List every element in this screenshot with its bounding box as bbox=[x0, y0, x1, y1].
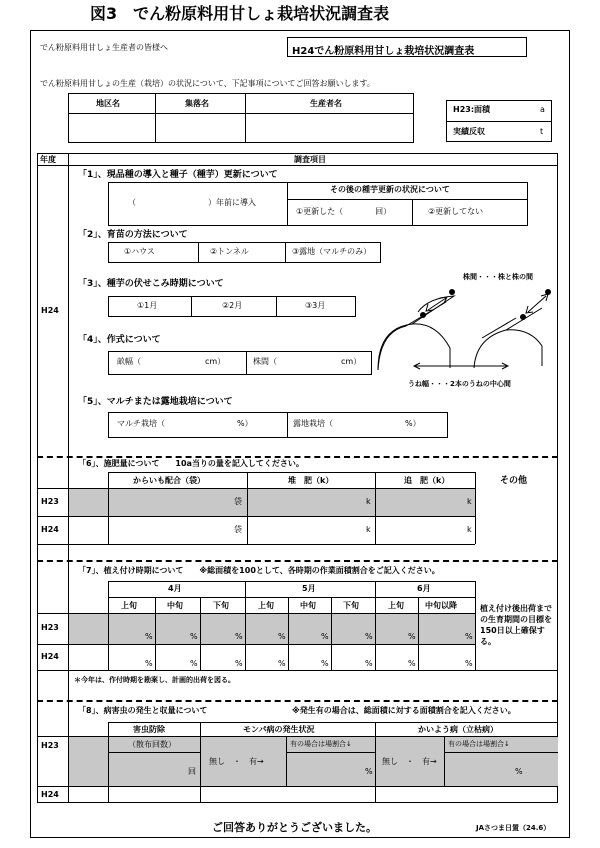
q6-h23-unit-bag: 袋 bbox=[234, 497, 242, 506]
q7-period: 上旬 bbox=[388, 601, 404, 610]
q4-ridge-width[interactable]: 畝幅（ cm） bbox=[117, 357, 226, 366]
area-unit: a bbox=[540, 105, 545, 114]
q3-opt-jan[interactable]: ①1月 bbox=[137, 301, 158, 310]
q8-col-kaiyou: かいよう病（立枯病） bbox=[418, 725, 498, 734]
salutation: でん粉原料用甘しょ生産者の皆様へ bbox=[40, 43, 168, 52]
q7-h23-label: H23 bbox=[41, 623, 59, 632]
q5-open-field[interactable]: 露地栽培（ %） bbox=[293, 419, 421, 428]
q7-h23-pct: % bbox=[145, 632, 153, 641]
q8-times-unit: 回 bbox=[188, 767, 196, 776]
q7-month-jun: 6月 bbox=[417, 584, 431, 593]
q6-h24-unit-compost: k bbox=[366, 525, 371, 534]
page-title: 図3 でん粉原料用甘しょ栽培状況調査表 bbox=[90, 4, 390, 23]
q7-h24-pct: % bbox=[321, 659, 329, 668]
q7-h24-pct: % bbox=[190, 659, 198, 668]
q8-kaiyou-pct: % bbox=[515, 767, 523, 776]
q5-label: 「5」、マルチまたは露地栽培について bbox=[78, 397, 233, 407]
q7-period: 下旬 bbox=[343, 601, 359, 610]
q4-plant-spacing[interactable]: 株間（ cm） bbox=[253, 357, 362, 366]
items-header: 調査項目 bbox=[294, 155, 326, 164]
q1-years-ago: （ ）年前に導入 bbox=[128, 198, 256, 207]
q7-period: 中旬 bbox=[167, 601, 183, 610]
q8-kaiyou-ratio: 有の場合は場割合↓ bbox=[448, 740, 510, 748]
q6-h24-label: H24 bbox=[41, 525, 59, 534]
q7-h23-pct: % bbox=[190, 632, 198, 641]
q5-mulch[interactable]: マルチ栽培（ %） bbox=[117, 419, 253, 428]
q1-label: 「1」、現品種の導入と種子（種芋）更新について bbox=[78, 170, 278, 180]
q7-h24-pct: % bbox=[365, 659, 373, 668]
year-header: 年度 bbox=[40, 155, 56, 164]
separator bbox=[37, 456, 558, 458]
q7-period: 中旬 bbox=[300, 601, 316, 610]
q2-opt-tunnel[interactable]: ②トンネル bbox=[210, 247, 249, 256]
q7-h24-pct: % bbox=[465, 659, 473, 668]
yield-unit: t bbox=[540, 127, 544, 136]
q6-h24-unit-bag: 袋 bbox=[234, 525, 242, 534]
q8-col-pest: 害虫防除 bbox=[133, 725, 165, 734]
q6-h23-unit-compost: k bbox=[366, 497, 371, 506]
q7-h23-pct: % bbox=[465, 632, 473, 641]
q6-col-mix: からいも配合（袋） bbox=[133, 476, 205, 485]
q4-label: 「4」、作式について bbox=[78, 335, 161, 345]
footer-org: JAさつま日置（24.6） bbox=[476, 824, 551, 832]
q6-h24-topdress-field[interactable] bbox=[376, 517, 475, 544]
q3-opt-mar[interactable]: ③3月 bbox=[305, 301, 326, 310]
separator bbox=[37, 560, 558, 562]
q7-h24-pct: % bbox=[408, 659, 416, 668]
q8-kaiyou-choice[interactable]: 無し ・ 有→ bbox=[382, 757, 437, 766]
q1-renew-head: その後の種芋更新の状況について bbox=[330, 185, 450, 194]
producer-label: 生産者名 bbox=[310, 99, 342, 108]
q7-h23-pct: % bbox=[235, 632, 243, 641]
q8-spray-count: （散布回数） bbox=[128, 740, 176, 749]
q6-h24-unit-topdress: k bbox=[467, 525, 472, 534]
q8-label: 「8」、病害虫の発生と収量について bbox=[78, 706, 208, 715]
q7-period: 上旬 bbox=[258, 601, 274, 610]
q8-h24-label: H24 bbox=[41, 790, 59, 799]
q8-note: ※発生有の場合は、総面積に対する面積割合を記入ください。 bbox=[292, 706, 516, 715]
q7-period: 上旬 bbox=[121, 601, 137, 610]
q8-monpa-ratio: 有の場合は場割合↓ bbox=[290, 740, 352, 748]
q6-col-compost: 堆 肥（k） bbox=[288, 476, 334, 485]
q7-h23-pct: % bbox=[278, 632, 286, 641]
q7-label: 「7」、植え付け時期について ※総面積を100として、各時期の作業面積割合をご記入ください。 bbox=[78, 566, 440, 575]
ridge-diagram bbox=[366, 268, 556, 394]
producer-field[interactable] bbox=[246, 114, 413, 142]
q7-h24-label: H24 bbox=[41, 652, 59, 661]
q6-h23-unit-topdress: k bbox=[467, 497, 472, 506]
q7-h24-pct: % bbox=[235, 659, 243, 668]
year-h24-label: H24 bbox=[41, 306, 59, 315]
intro-text: でん粉原料用甘しょの生産（栽培）の状況について、下記事項についてご回答お願いします。 bbox=[40, 79, 375, 88]
q7-month-apr: 4月 bbox=[168, 584, 182, 593]
q7-period: 中旬以降 bbox=[425, 601, 457, 610]
q8-monpa-pct: % bbox=[365, 767, 373, 776]
q1-opt-renewed[interactable]: ①更新した（ 回） bbox=[296, 207, 392, 216]
q6-h23-label: H23 bbox=[41, 497, 59, 506]
q7-growth-note: 植え付け後出荷までの生育期間の目標を150日以上確保する。 bbox=[480, 604, 552, 646]
q7-h23-pct: % bbox=[321, 632, 329, 641]
q6-h24-compost-field[interactable] bbox=[248, 517, 375, 544]
q2-opt-open[interactable]: ③露地（マルチのみ） bbox=[292, 247, 372, 256]
q7-h23-pct: % bbox=[408, 632, 416, 641]
q6-col-topdress: 追 肥（k） bbox=[404, 476, 450, 485]
diagram-ridge-label: うね幅・・・2本のうねの中心間 bbox=[408, 380, 511, 388]
q6-col-other: その他 bbox=[500, 476, 528, 486]
diagram-spacing-label: 株間・・・株と株の間 bbox=[463, 273, 533, 281]
q3-label: 「3」、種芋の伏せこみ時期について bbox=[78, 279, 224, 289]
thanks-text: ご回答ありがとうございました。 bbox=[212, 821, 377, 834]
form-title: H24でん粉原料用甘しょ栽培状況調査表 bbox=[287, 37, 527, 57]
q6-h24-mix-field[interactable] bbox=[109, 517, 247, 544]
area-label: H23:面積 bbox=[453, 105, 491, 114]
q2-opt-house[interactable]: ①ハウス bbox=[124, 247, 155, 256]
separator bbox=[37, 700, 558, 702]
q6-label: 「6」、施肥量について 10a当りの量を記入してください。 bbox=[78, 459, 304, 468]
village-field[interactable] bbox=[156, 114, 245, 142]
q7-h24-pct: % bbox=[145, 659, 153, 668]
q7-footnote: ＊今年は、作付時期を勘案し、計画的出荷を図る。 bbox=[74, 676, 235, 684]
q8-col-monpa: モンパ病の発生状況 bbox=[243, 725, 315, 734]
q7-period: 下旬 bbox=[213, 601, 229, 610]
district-label: 地区名 bbox=[96, 99, 120, 108]
q2-label: 「2」、育苗の方法について bbox=[78, 230, 188, 240]
district-field[interactable] bbox=[69, 114, 155, 142]
q8-monpa-choice[interactable]: 無し ・ 有→ bbox=[209, 757, 264, 766]
q6-h23-shade bbox=[69, 488, 475, 516]
q8-h23-label: H23 bbox=[41, 741, 59, 750]
q7-month-may: 5月 bbox=[302, 584, 316, 593]
yield-label: 実績反収 bbox=[453, 127, 485, 136]
q7-h23-pct: % bbox=[365, 632, 373, 641]
q3-opt-feb[interactable]: ②2月 bbox=[222, 301, 243, 310]
q1-opt-not-renewed[interactable]: ②更新してない bbox=[428, 207, 484, 216]
village-label: 集落名 bbox=[185, 99, 209, 108]
q7-h24-pct: % bbox=[278, 659, 286, 668]
